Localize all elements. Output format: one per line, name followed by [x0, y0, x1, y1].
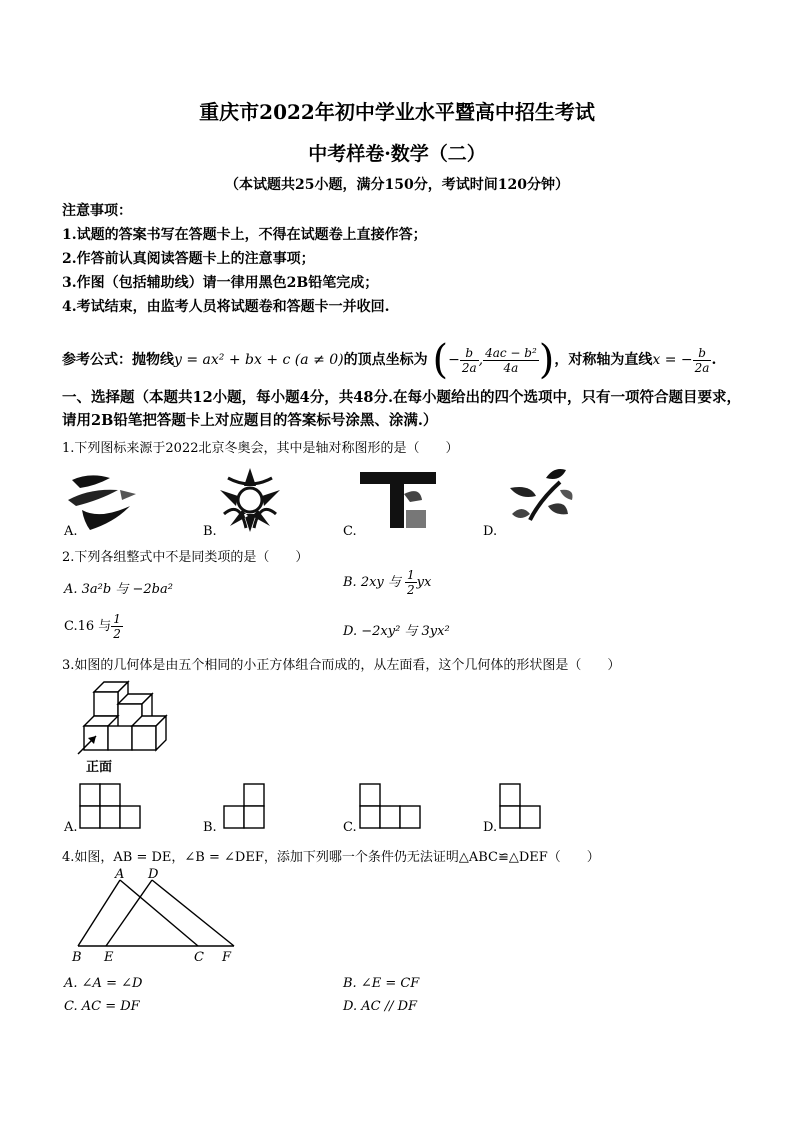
- vertex-y-fraction: $\frac{\text{4ac − b²}}{4a}$: [485, 345, 537, 375]
- q1-icons: [60, 460, 580, 540]
- note-item-3: 3.作图（包括辅助线）请一律用黑色2B铅笔完成；: [62, 275, 379, 291]
- q3-front-label: 正面: [86, 760, 113, 775]
- icon-b-snowflake-icon: [220, 468, 280, 532]
- q2-stem: 2.下列各组整式中不是同类项的是（ ）: [62, 550, 309, 565]
- q4-option-d: D. AC // DF: [343, 999, 418, 1014]
- q4-triangle-figure: [64, 866, 244, 966]
- q3-label-b: B.: [203, 820, 217, 835]
- q3-stem: 3.如图的几何体是由五个相同的小正方体组合而成的，从左面看，这个几何体的形状图是（ ）: [62, 658, 621, 673]
- exam-info: （本试题共25小题，满分150分，考试时间120分钟）: [225, 177, 569, 193]
- left-paren: (: [432, 337, 449, 383]
- icon-a-brush-icon: [68, 475, 136, 530]
- q3-label-c: C.: [343, 820, 357, 835]
- q4-option-c: C. AC = DF: [64, 999, 140, 1014]
- axis-text: ，对称轴为直线: [554, 352, 653, 368]
- q2-option-d: D. −2xy² 与 3yx²: [343, 624, 450, 639]
- q4-option-a: A. ∠A = ∠D: [64, 976, 143, 991]
- formula-equation: y = ax² + bx + c (a ≠ 0): [174, 352, 344, 368]
- q2-b-fraction: $\frac{1}{2}$: [407, 568, 415, 597]
- right-paren: ): [538, 337, 555, 383]
- q1-stem: 1.下列图标来源于2022北京冬奥会，其中是轴对称图形的是（ ）: [62, 441, 459, 456]
- exam-subtitle: 中考样卷·数学（二）: [308, 143, 486, 165]
- q2-c-fraction: $\frac{1}{2}$: [113, 612, 121, 641]
- vertex-neg: −: [448, 352, 460, 368]
- note-item-1: 1.试题的答案书写在答题卡上，不得在试题卷上直接作答；: [62, 227, 427, 243]
- q4-stem: 4.如图，AB = DE，∠B = ∠DEF，添加下列哪一个条件仍无法证明△ABC≌△DEF（ ）: [62, 850, 600, 865]
- q2-option-a: A. 3a²b 与 −2ba²: [64, 582, 173, 597]
- q2-option-b: B. 2xy 与 $\frac{1}{2}$ yx: [343, 568, 432, 597]
- q1-label-a: A.: [64, 524, 78, 539]
- vertex-x-fraction: $\frac{b}{2a}$: [461, 345, 477, 375]
- formula-mid: 的顶点坐标为: [343, 352, 428, 368]
- point-f-label: F: [222, 950, 232, 965]
- icon-c-gate-icon: [360, 472, 436, 528]
- section-choice-heading: 一、选择题（本题共12小题，每小题4分，共48分.在每小题给出的四个选项中，只有一项符合题目要求，请用2B铅笔把答题卡上对应题目的答案标号涂黑、涂满.）: [62, 389, 741, 429]
- point-d-label: D: [148, 867, 159, 882]
- notes-heading: 注意事项：: [62, 203, 132, 219]
- exam-title: 重庆市2022年初中学业水平暨高中招生考试: [199, 100, 595, 124]
- q1-label-c: C.: [343, 524, 357, 539]
- reference-formula: 参考公式：抛物线y = ax² + bx + c (a ≠ 0)的顶点坐标为 (− $\frac{b}{2a}$ , $\frac{\text{4ac − b²}}{4a}$ )，对称轴为直线x = − $\frac{b}{2a}$ .: [62, 337, 717, 383]
- formula-prefix: 参考公式：抛物线: [62, 352, 174, 368]
- icon-d-sprig-icon: [510, 469, 573, 520]
- q3-label-a: A.: [64, 820, 78, 835]
- point-b-label: B: [72, 950, 82, 965]
- q4-option-b: B. ∠E = CF: [343, 976, 420, 991]
- note-item-2: 2.作答前认真阅读答题卡上的注意事项；: [62, 251, 315, 267]
- axis-eq: x = −: [652, 352, 693, 368]
- q2-option-c: C.16 与 $\frac{1}{2}$: [64, 612, 121, 641]
- q1-label-d: D.: [483, 524, 498, 539]
- note-item-4: 4.考试结束，由监考人员将试题卷和答题卡一并收回.: [62, 299, 390, 315]
- point-a-label: A: [115, 867, 125, 882]
- point-c-label: C: [194, 950, 204, 965]
- q3-label-d: D.: [483, 820, 498, 835]
- point-e-label: E: [104, 950, 114, 965]
- axis-fraction: $\frac{b}{2a}$: [694, 345, 710, 375]
- q1-label-b: B.: [203, 524, 217, 539]
